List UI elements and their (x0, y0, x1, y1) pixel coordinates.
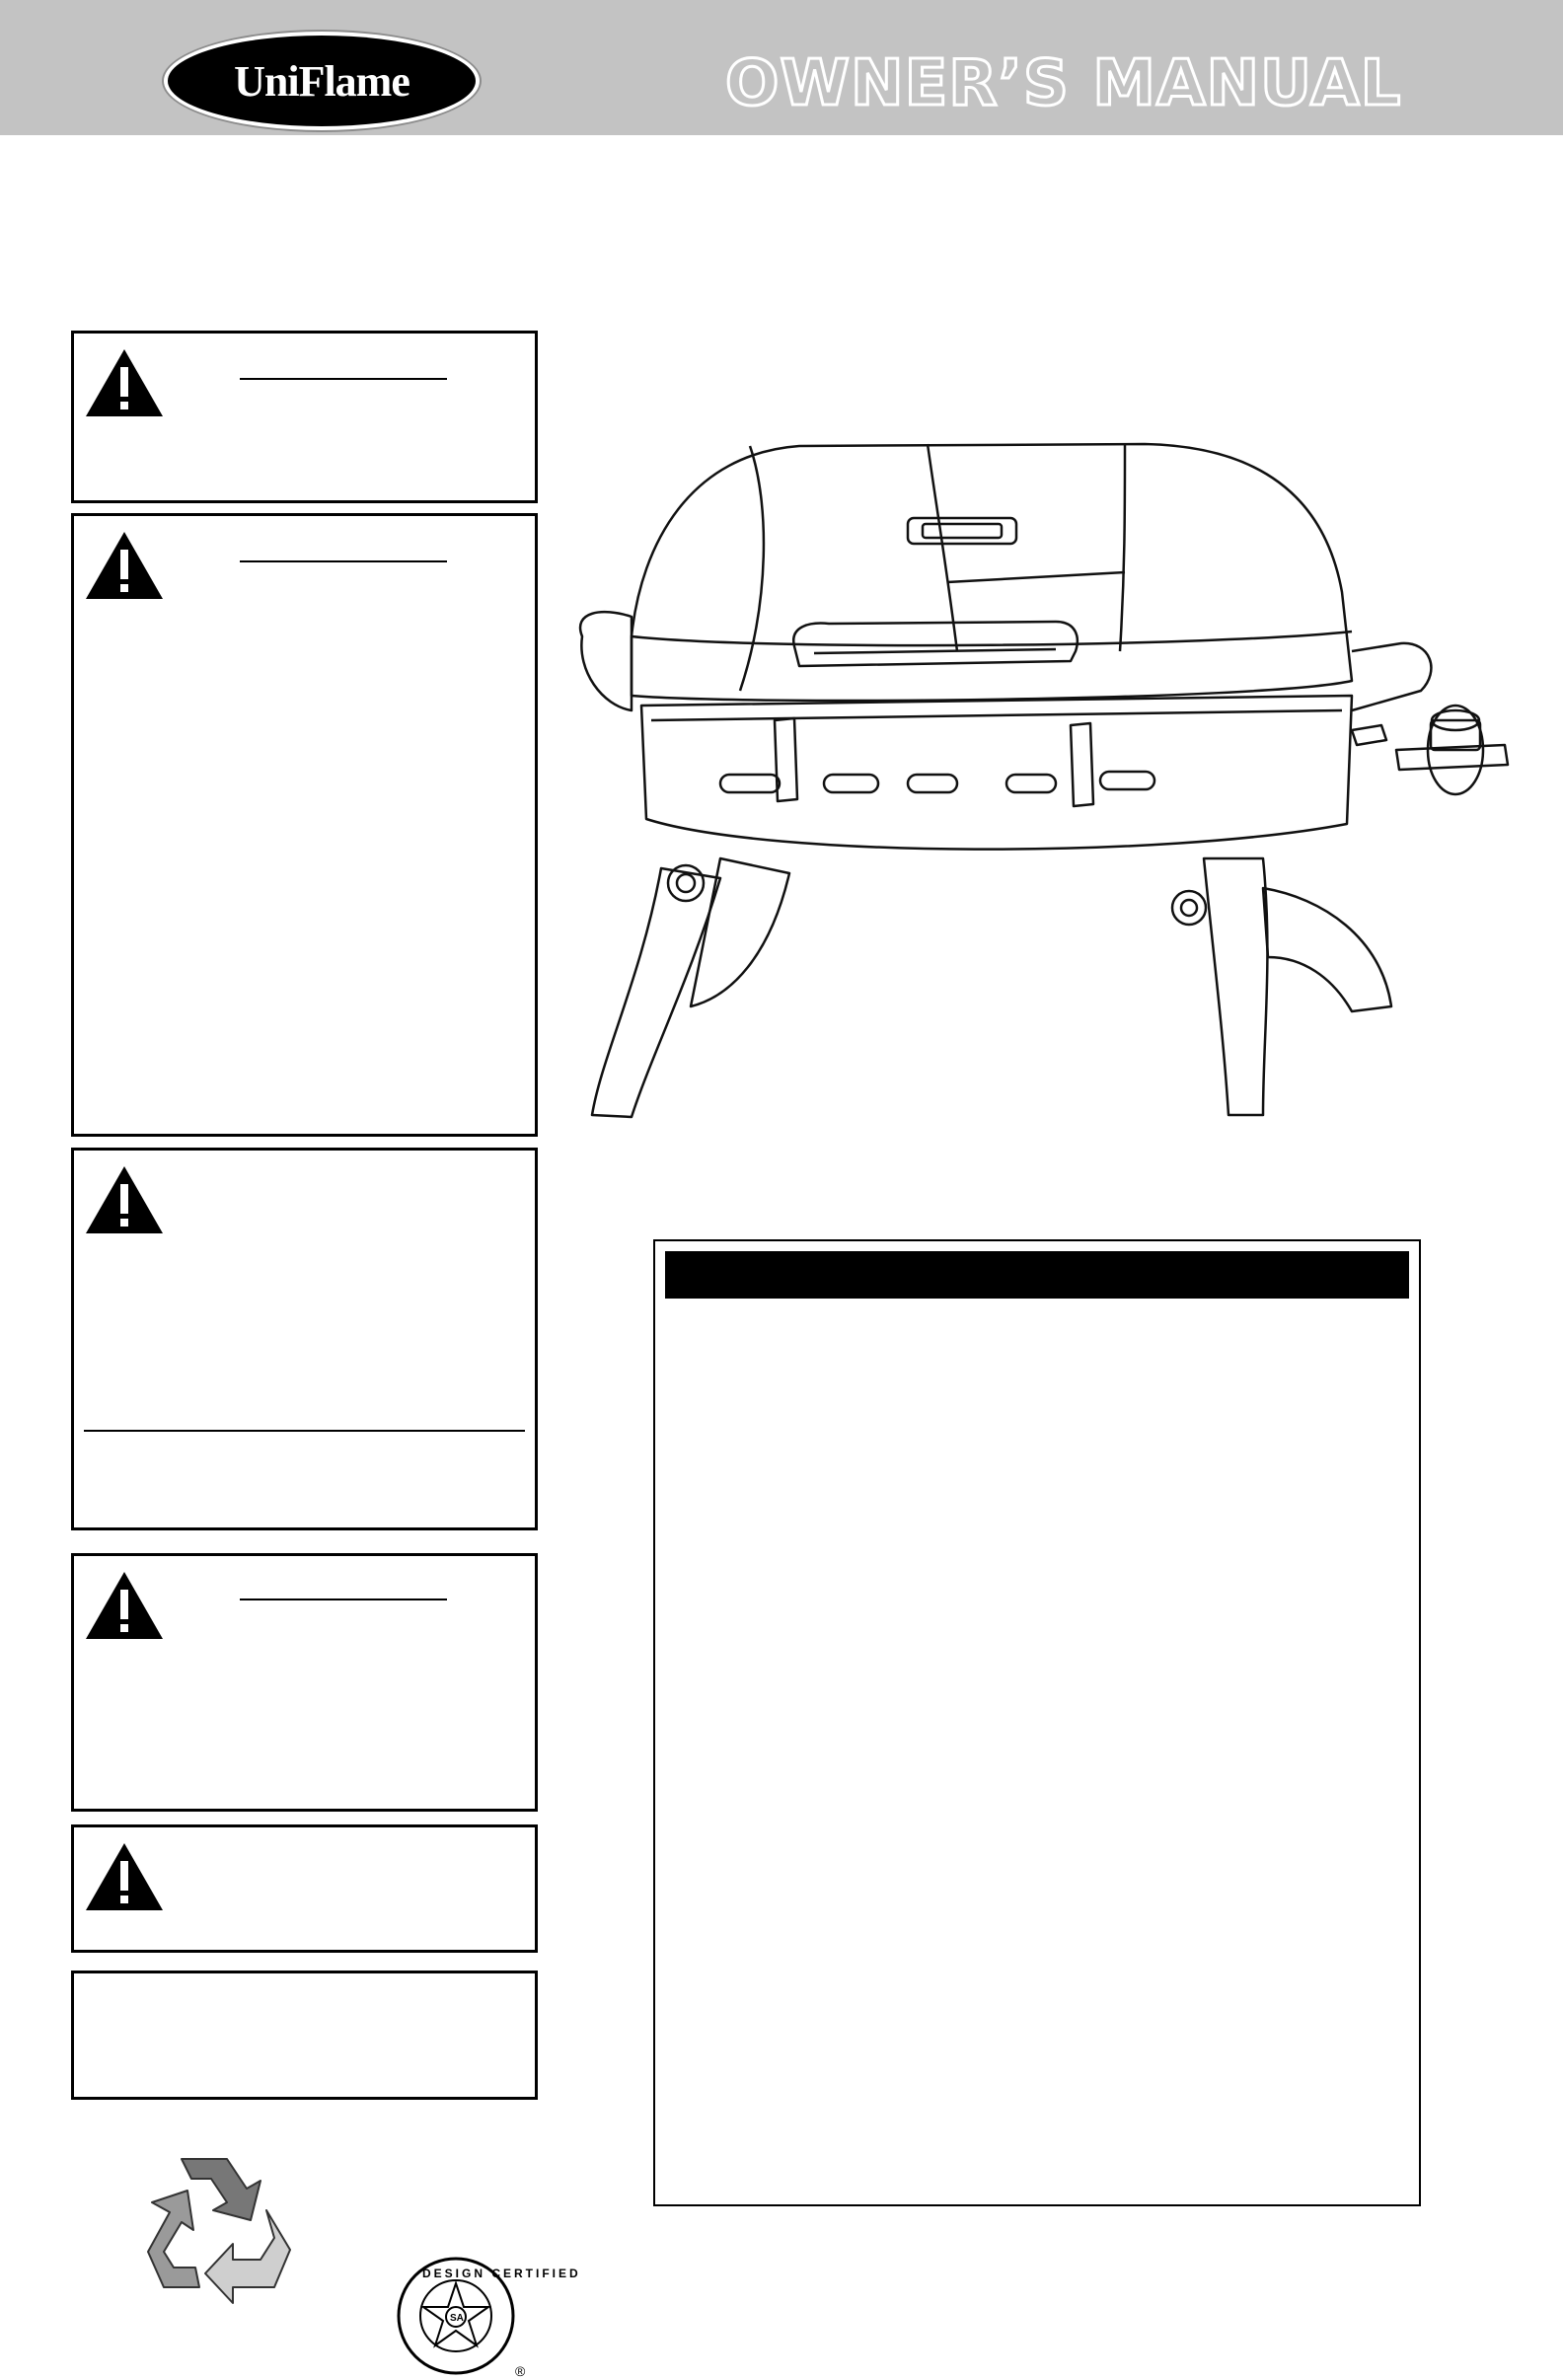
warning-box-1 (71, 331, 538, 503)
warning-box-3 (71, 1148, 538, 1530)
contents-header-bar (665, 1251, 1409, 1299)
warning-box-5 (71, 1824, 538, 1953)
grill-illustration (572, 424, 1441, 1154)
heading-rule (240, 560, 447, 562)
warning-triangle-icon (84, 1164, 165, 1235)
svg-text:SA: SA (450, 2313, 464, 2324)
brand-logo (168, 36, 476, 126)
manual-title: OWNER’S MANUAL (725, 47, 1402, 120)
header-bar (0, 0, 1563, 135)
warning-box-2 (71, 513, 538, 1137)
brand-name: UniFlame (234, 56, 409, 106)
heading-rule (240, 378, 447, 380)
warning-triangle-icon (84, 1570, 165, 1641)
heading-rule (240, 1599, 447, 1600)
design-certified-seal-icon (395, 2252, 581, 2380)
warning-triangle-icon (84, 347, 165, 418)
registered-mark: ® (515, 2363, 526, 2379)
section-divider (84, 1430, 525, 1432)
warning-triangle-icon (84, 530, 165, 601)
info-box (71, 1971, 538, 2100)
warning-box-4 (71, 1553, 538, 1812)
seal-text: DESIGN CERTIFIED (422, 2267, 581, 2280)
recycle-icon (130, 2149, 298, 2307)
contents-box (653, 1239, 1421, 2206)
warning-triangle-icon (84, 1841, 165, 1912)
